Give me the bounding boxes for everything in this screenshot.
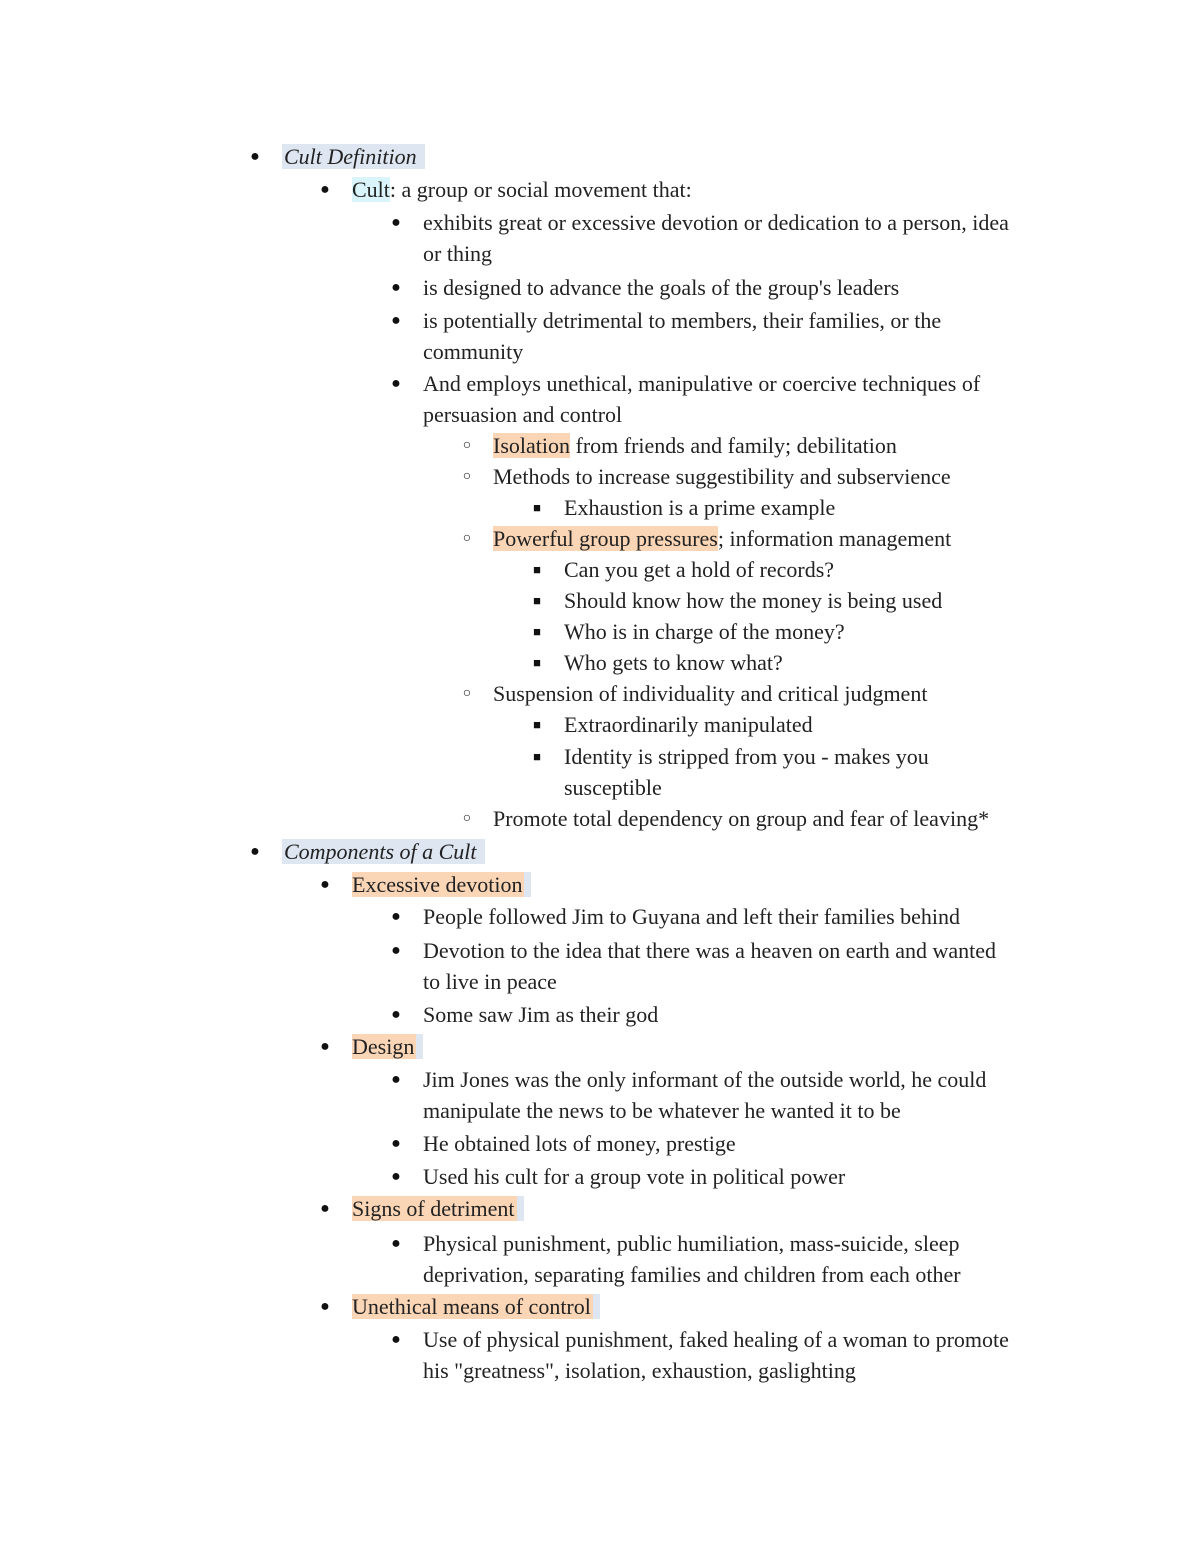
section-heading: Cult Definition	[282, 144, 425, 169]
bullet-disc-icon: ●	[391, 1135, 401, 1152]
bullet-disc-icon: ●	[391, 942, 401, 959]
highlight-label: Design	[352, 1034, 415, 1059]
bullet-square-icon: ■	[533, 500, 541, 515]
highlight-pressures: Powerful group pressures	[493, 526, 718, 551]
document-page: ● Cult Definition ● Cult: a group or social movement that: ● exhibits great or excessive devotion or dedication to a person, idea or thing ● is designed to advance the goals of the group's leaders ● is potentially detrimental to members, their families, or the community ● And employs unethical, manipulative or coercive techniques of persuasion and control ○ Isolation from friends and family; debilitation ○ Methods to increase suggestibility and subservience ■ Exhaustion is a prime example ○ Powerful group pressures; information management ■ Can you get a hold of records? ■ Should know how the money is being used ■ Who is in charge of the money? ■ Who gets to know what? ○ Suspension of individuality and critical judgment ■ Extraordinarily manipulated ■ Identity is stripped from you - makes you susceptible ○ Promote total dependency on group and fear of leaving* ● Components of a Cult ● Excessive devotion ● People followed Jim to Guyana and left their families behind ● Devotion to the idea that there was a heaven on earth and wanted to live in peace ● Some saw Jim as their god ● Design ● Jim Jones was the only informant of the outside world, he could manipulate the news to be whatever he wanted it to be ● He obtained lots of money, prestige ● Used his cult for a group vote in political power ● Signs of detriment ● Physical punishment, public humiliation, mass-suicide, sleep deprivation, separating families and children from each other ● Unethical means of control ● Use of physical punishment, faked healing of a woman to promote his "greatness", isolation, exhaustion, gaslighting	[0, 0, 1200, 1553]
bullet-disc-icon: ●	[391, 1006, 401, 1023]
bullet-disc-icon: ●	[391, 375, 401, 392]
term-definition: : a group or social movement that:	[389, 177, 692, 202]
bullet-disc-icon: ●	[320, 876, 330, 893]
bullet-disc-icon: ●	[250, 148, 260, 165]
bullet-circle-icon: ○	[462, 686, 472, 701]
highlight-isolation: Isolation	[493, 433, 570, 458]
highlight-label: Excessive devotion	[352, 872, 523, 897]
bullet-circle-icon: ○	[462, 469, 472, 484]
bullet-disc-icon: ●	[320, 1200, 330, 1217]
bullet-square-icon: ■	[533, 624, 541, 639]
bullet-disc-icon: ●	[391, 279, 401, 296]
bullet-disc-icon: ●	[391, 214, 401, 231]
bullet-square-icon: ■	[533, 749, 541, 764]
bullet-square-icon: ■	[533, 717, 541, 732]
bullet-disc-icon: ●	[320, 1298, 330, 1315]
bullet-square-icon: ■	[533, 593, 541, 608]
bullet-disc-icon: ●	[391, 908, 401, 925]
bullet-disc-icon: ●	[391, 1235, 401, 1252]
bullet-disc-icon: ●	[391, 1071, 401, 1088]
bullet-disc-icon: ●	[250, 843, 260, 860]
bullet-circle-icon: ○	[462, 811, 472, 826]
section-heading: Components of a Cult	[282, 839, 485, 864]
bullet-disc-icon: ●	[320, 1038, 330, 1055]
bullet-circle-icon: ○	[462, 438, 472, 453]
bullet-square-icon: ■	[533, 562, 541, 577]
highlight-label: Signs of detriment	[352, 1196, 515, 1221]
bullet-square-icon: ■	[533, 655, 541, 670]
highlight-label: Unethical means of control	[352, 1294, 591, 1319]
bullet-circle-icon: ○	[462, 531, 472, 546]
bullet-disc-icon: ●	[391, 1168, 401, 1185]
term-cult: Cult	[352, 177, 390, 202]
bullet-disc-icon: ●	[320, 181, 330, 198]
bullet-disc-icon: ●	[391, 312, 401, 329]
bullet-disc-icon: ●	[391, 1331, 401, 1348]
